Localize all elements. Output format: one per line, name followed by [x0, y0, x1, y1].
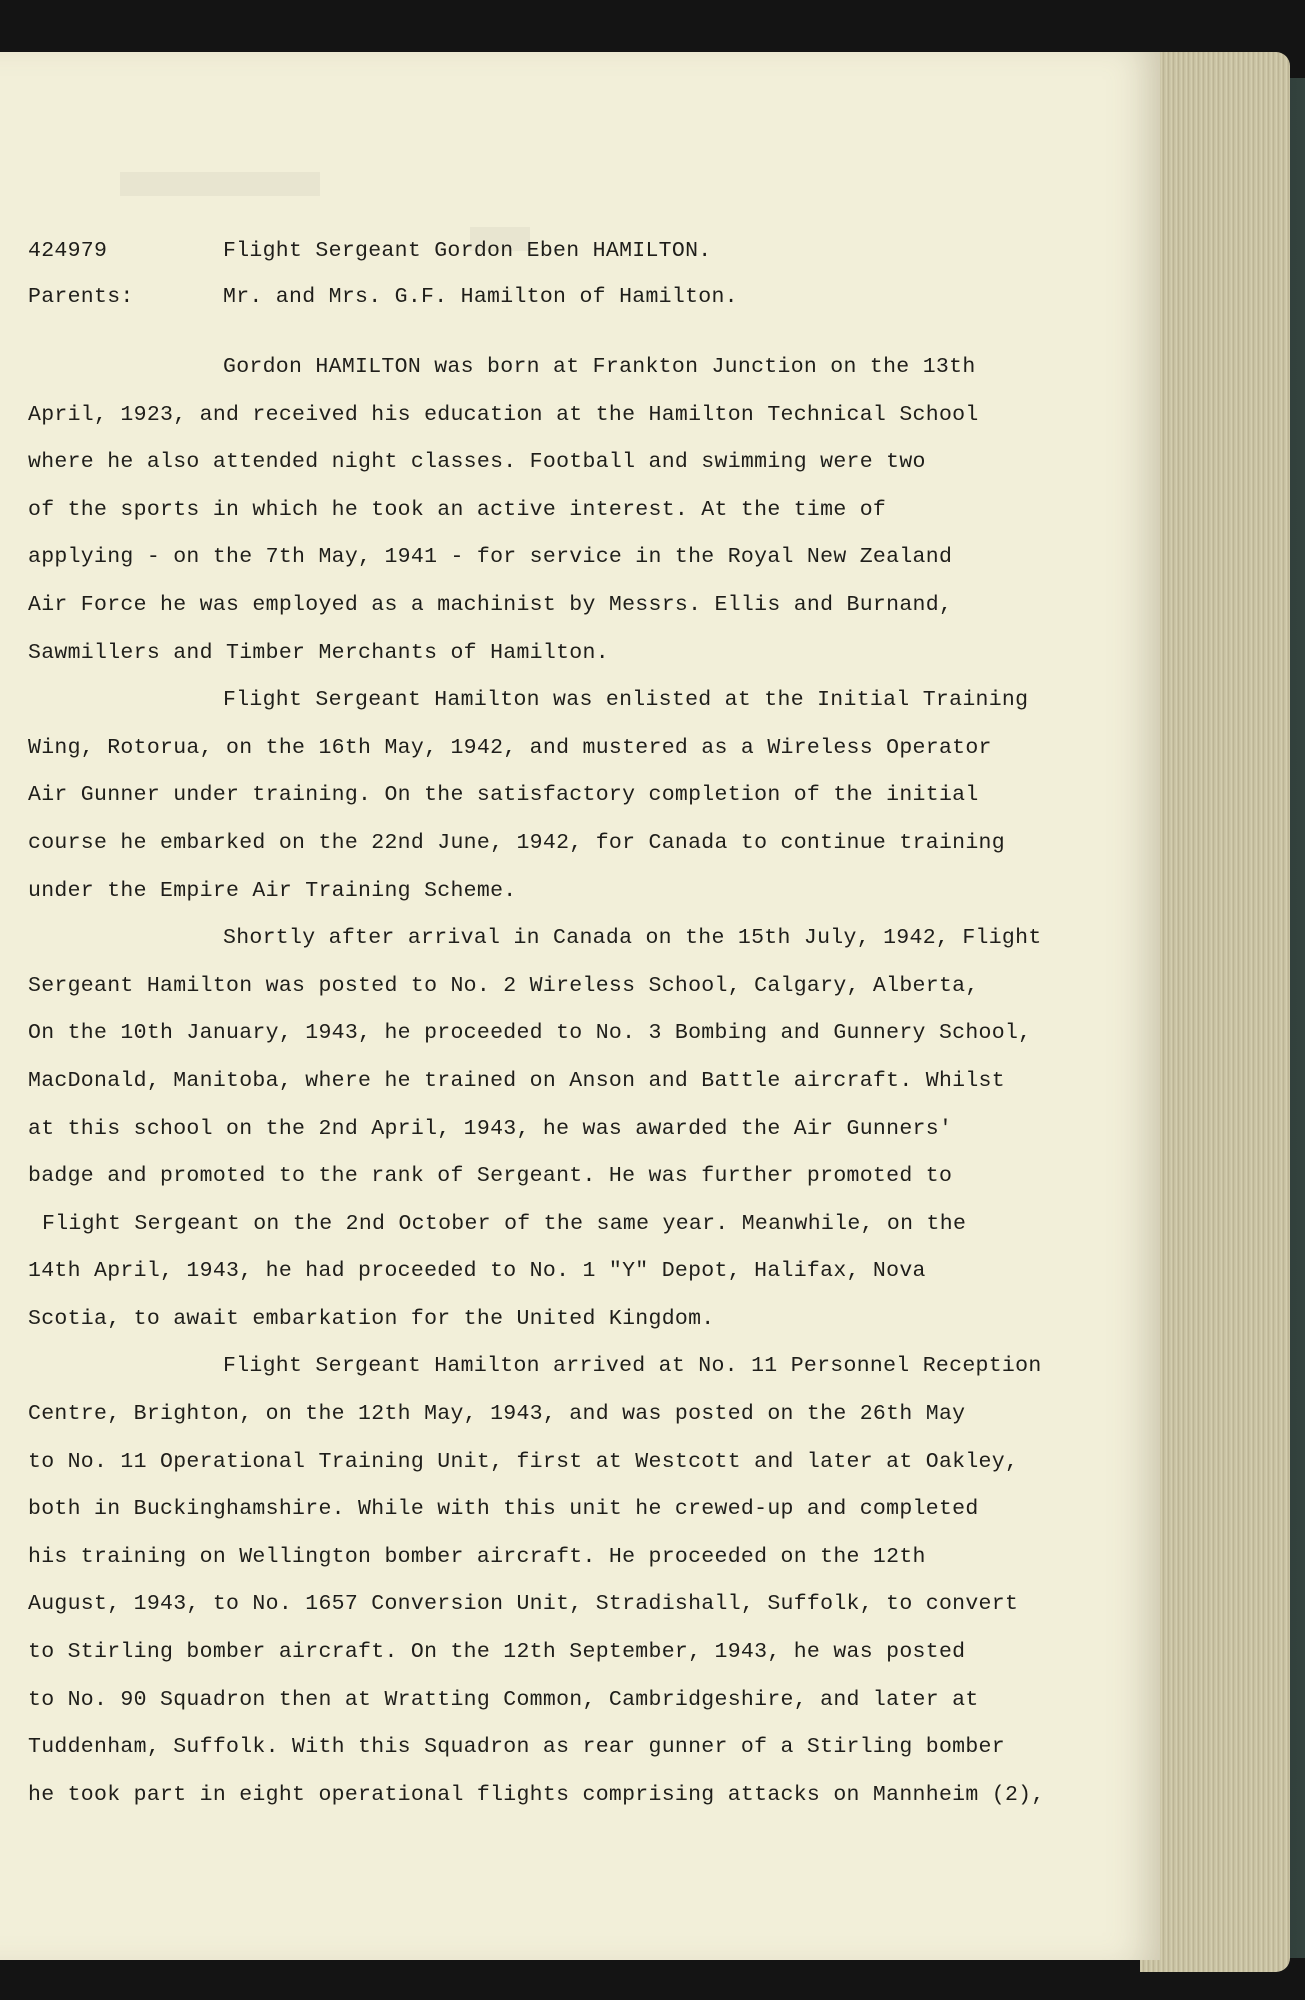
text-line: course he embarked on the 22nd June, 1942, for Canada to continue training [28, 830, 1005, 855]
text-line: Centre, Brighton, on the 12th May, 1943, and was posted on the 26th May [28, 1402, 966, 1427]
text-line: Flight Sergeant Hamilton was enlisted at the Initial Training [223, 688, 1029, 713]
text-line: Sergeant Hamilton was posted to No. 2 Wireless School, Calgary, Alberta, [28, 973, 979, 998]
text-line: 14th April, 1943, he had proceeded to No. 1 "Y" Depot, Halifax, Nova [28, 1259, 926, 1284]
text-line: both in Buckinghamshire. While with this unit he crewed-up and completed [28, 1497, 979, 1522]
show-through-mark [120, 172, 320, 196]
parents-value: Mr. and Mrs. G.F. Hamilton of Hamilton. [223, 285, 738, 309]
text-line: On the 10th January, 1943, he proceeded to No. 3 Bombing and Gunnery School, [28, 1021, 1032, 1046]
text-line: August, 1943, to No. 1657 Conversion Unit, Stradishall, Suffolk, to convert [28, 1592, 1019, 1617]
text-line: Gordon HAMILTON was born at Frankton Junction on the 13th [223, 355, 976, 379]
text-line: to No. 90 Squadron then at Wratting Common, Cambridgeshire, and later at [28, 1687, 979, 1712]
text-line: Shortly after arrival in Canada on the 15th July, 1942, Flight [223, 926, 1042, 951]
header-row [28, 228, 1118, 274]
text-line: Flight Sergeant on the 2nd October of the same year. Meanwhile, on the [42, 1211, 967, 1236]
text-line: where he also attended night classes. Football and swimming were two [28, 450, 926, 475]
text-line: he took part in eight operational flights comprising attacks on Mannheim (2), [28, 1782, 1045, 1807]
text-line: to No. 11 Operational Training Unit, first at Westcott and later at Oakley, [28, 1449, 1019, 1474]
text-line: MacDonald, Manitoba, where he trained on Anson and Battle aircraft. Whilst [28, 1068, 1005, 1093]
text-line: under the Empire Air Training Scheme. [28, 878, 517, 903]
name-line: Flight Sergeant Gordon Eben HAMILTON. [223, 239, 712, 263]
text-line: Sawmillers and Timber Merchants of Hamilton. [28, 640, 609, 665]
text-line: at this school on the 2nd April, 1943, he was awarded the Air Gunners' [28, 1116, 953, 1141]
text-line: Air Gunner under training. On the satisfactory completion of the initial [28, 783, 979, 808]
text-line: Wing, Rotorua, on the 16th May, 1942, and mustered as a Wireless Operator [28, 735, 992, 760]
text-line: Flight Sergeant Hamilton arrived at No. 11 Personnel Reception [223, 1354, 1042, 1379]
parents-row [28, 274, 1118, 320]
text-line: of the sports in which he took an active interest. At the time of [28, 497, 887, 522]
text-line: his training on Wellington bomber aircraft. He proceeded on the 12th [28, 1544, 926, 1569]
text-line: April, 1923, and received his education at the Hamilton Technical School [28, 402, 979, 427]
service-number: 424979 [28, 239, 108, 263]
text-line: Scotia, to await embarkation for the United Kingdom. [28, 1306, 715, 1331]
parents-label: Parents: [28, 285, 134, 309]
text-line: Tuddenham, Suffolk. With this Squadron as rear gunner of a Stirling bomber [28, 1735, 1005, 1760]
text-line: Air Force he was employed as a machinist by Messrs. Ellis and Burnand, [28, 592, 953, 617]
text-line: badge and promoted to the rank of Sergeant. He was further promoted to [28, 1164, 953, 1189]
text-line: to Stirling bomber aircraft. On the 12th September, 1943, he was posted [28, 1640, 966, 1665]
page-edges [1140, 52, 1290, 1972]
document-body [28, 228, 1118, 1819]
text-line: applying - on the 7th May, 1941 - for service in the Royal New Zealand [28, 545, 953, 570]
